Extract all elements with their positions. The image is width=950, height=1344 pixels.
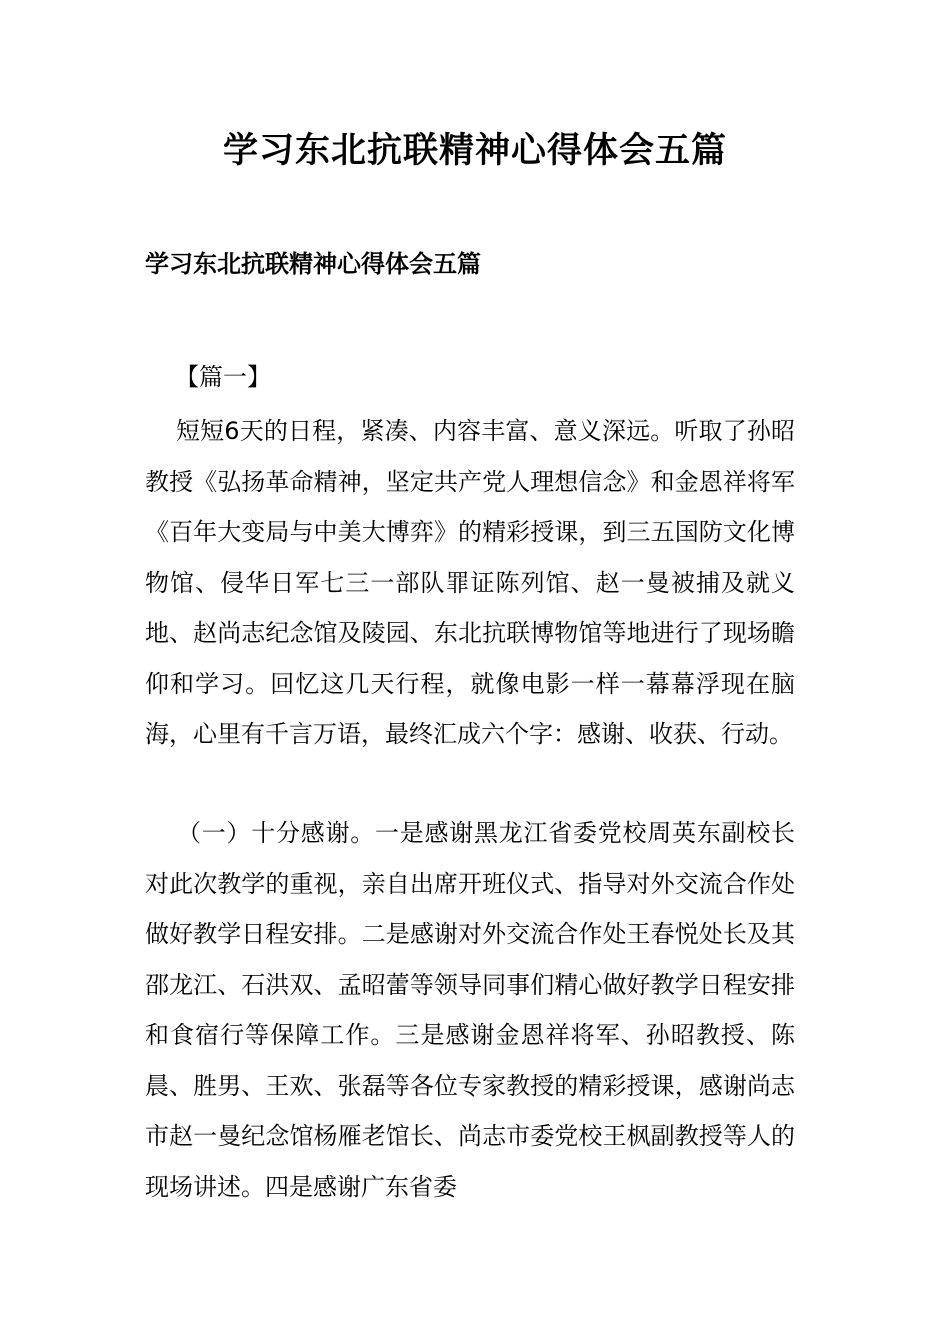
paragraph-1: 短短6天的日程，紧凑、内容丰富、意义深远。听取了孙昭教授《弘扬革命精神，坚定共产党人理想信念》和金恩祥将军《百年大变局与中美大博弈》的精彩授课，到三五国防文化博物馆、侵华日军七三一部队罪证陈列馆、赵一曼被捕及就义地、赵尚志纪念馆及陵园、东北抗联博物馆等地进行了现场瞻仰和学习。回忆这几天行程，就像电影一样一幕幕浮现在脑海，心里有千言万语，最终汇成六个字：感谢、收获、行动。: [145, 417, 795, 748]
document-subtitle: 学习东北抗联精神心得体会五篇: [145, 250, 481, 278]
section-label: 【篇一】: [175, 363, 271, 391]
document-title: 学习东北抗联精神心得体会五篇: [222, 131, 727, 171]
paragraph-2: （一）十分感谢。一是感谢黑龙江省委党校周英东副校长对此次教学的重视，亲自出席开班仪式、指导对外交流合作处做好教学日程安排。二是感谢对外交流合作处王春悦处长及其邵龙江、石洪双、孟昭蕾等领导同事们精心做好教学日程安排和食宿行等保障工作。三是感谢金恩祥将军、孙昭教授、陈晨、胜男、王欢、张磊等各位专家教授的精彩授课，感谢尚志市赵一曼纪念馆杨雁老馆长、尚志市委党校王枫副教授等人的现场讲述。四是感谢广东省委: [145, 819, 795, 1201]
